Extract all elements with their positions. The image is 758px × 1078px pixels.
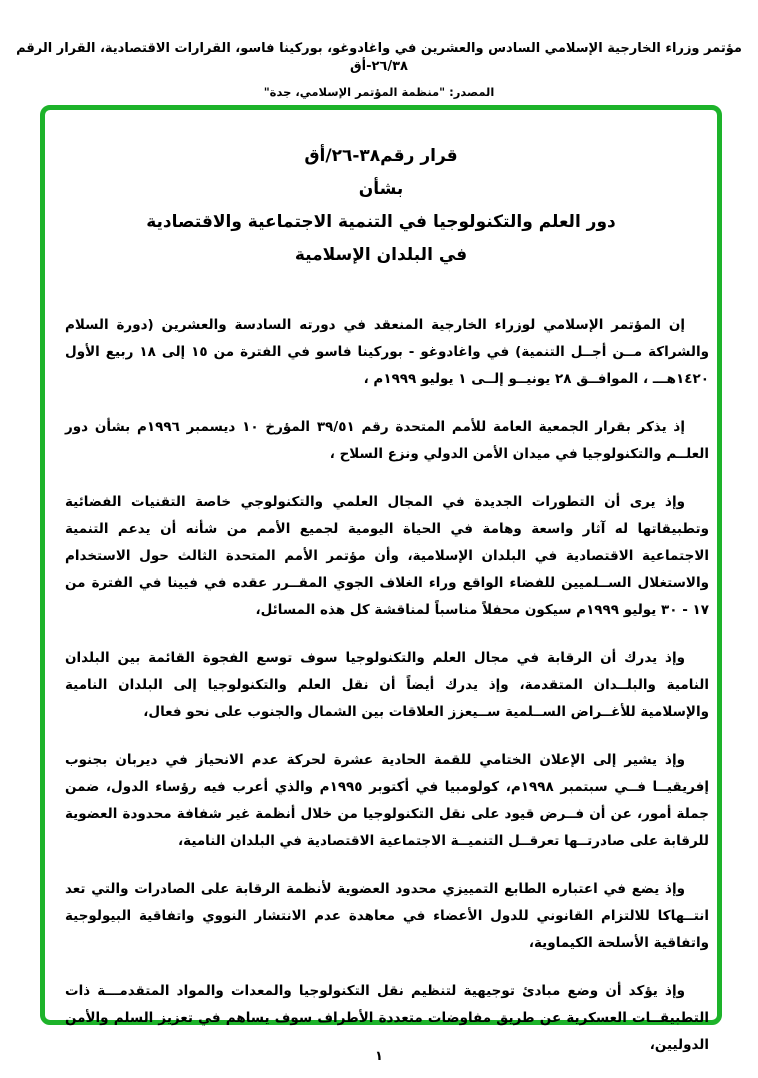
page-number: ١ — [375, 1049, 383, 1064]
paragraph-text: بقرار الجمعية العامة للأمم المتحدة رقم ٣٩/٥١ المؤرخ ١٠ ديسمبر ١٩٩٦م بشأن دور العلــم والتكنولوجيا في ميدان الأمن الدولي ونزع السلاح ، — [65, 419, 709, 462]
title-block — [45, 140, 717, 272]
paragraph-affirming — [65, 978, 709, 1059]
paragraph-lead-2: وإذ يدرك أيضاً — [395, 677, 509, 693]
resolution-number: قرار رقم٣٨-٢٦/أق — [304, 146, 458, 166]
title-regarding: بشأن — [358, 179, 404, 199]
paragraph-lead: وإذ يدرك — [616, 650, 686, 666]
paragraph-bearing-in-mind — [65, 876, 709, 957]
paragraph-lead: وإذ يضع في اعتباره — [546, 881, 685, 897]
header-source: المصدر: "منظمة المؤتمر الإسلامي، جدة" — [263, 85, 495, 99]
paragraph-text: أن وضع مبادئ توجيهية لتنظيم نقل التكنولوجيا والمعدات والمواد المتقدمـــة ذات التطبيقــات العسكرية عن طريق مفاوضات متعددة الأطراف سوف يساهم في تعزيز السلم والأمن الدوليين، — [65, 983, 709, 1053]
document-body — [45, 312, 717, 1059]
paragraph-preamble — [65, 312, 709, 393]
paragraph-text: أن الرقابة في مجال العلم والتكنولوجيا سوف توسع الفجوة القائمة بين البلدان النامية والبلــدان المتقدمة، — [65, 650, 709, 693]
paragraph-lead: وإذ يشير — [616, 752, 686, 768]
title-subject: دور العلم والتكنولوجيا في التنمية الاجتماعية والاقتصادية — [146, 212, 616, 232]
title-scope: في البلدان الإسلامية — [294, 245, 468, 265]
paragraph-referring — [65, 747, 709, 855]
paragraph-lead: وإذ يؤكد — [621, 983, 685, 999]
paragraph-text: الطابع التمييزي محدود العضوية لأنظمة الرقابة على الصادرات والتي تعد انتــهاكا للالتزام القانوني للدول الأعضاء في معاهدة عدم الانتشار النووي واتفاقية البيولوجية واتفاقية الأسلحة الكيماوية، — [65, 881, 709, 951]
paragraph-aware — [65, 645, 709, 726]
paragraph-text: إلى الإعلان الختامي للقمة الحادية عشرة لحركة عدم الانحياز في ديربان بجنوب إفريقيــا فــي سبتمبر ١٩٩٨م، كولومبيا في أكتوبر ١٩٩٥م والذي أعرب فيه رؤساء الدول، ضمن جملة أمور، عن أن فــرض قيود على نقل التكنولوجيا من خلال أنظمة غير شفافة محدودة العضوية للرقابة على صادرتــها تعرقــل التنميــة الاجتماعية الاقتصادية في البلدان النامية، — [65, 752, 710, 849]
paragraph-lead: إذ يذكر — [630, 419, 685, 435]
paragraph-text: إن المؤتمر الإسلامي لوزراء الخارجية المنعقد في دورته السادسة والعشرين (دورة السلام والشراكة مــن أجــل التنمية) في واغادوغو - بوركينا فاسو في الفترة من ١٥ إلى ١٨ ربيع الأول ١٤٢٠هـــ ، الموافــق ٢٨ يونيــو إلــى ١ يوليو ١٩٩٩م ، — [65, 317, 710, 387]
content-frame — [40, 105, 722, 1053]
paragraph-text: أن التطورات الجديدة في المجال العلمي والتكنولوجي خاصة التقنيات الفضائية وتطبيقاتها له آثار واسعة وهامة في الحياة اليومية لجميع الأمم من شأنه أن يدعم التنمية الاجتماعية الاقتصادية في البلدان الإسلامية، وأن مؤتمر الأمم المتحدة الثالث حول الاستخدام والاستغلال الســلميين للفضاء الواقع وراء الغلاف الجوي المقــرر عقده في فيينا في الفترة من ١٧ - ٣٠ يوليو ١٩٩٩م سيكون محفلاً مناسباً لمناقشة كل هذه المسائل، — [65, 494, 709, 618]
paragraph-lead: وإذ يرى — [620, 494, 685, 510]
paragraph-recalling — [65, 414, 709, 468]
document-header — [0, 40, 758, 99]
paragraph-considering — [65, 489, 709, 624]
header-citation: مؤتمر وزراء الخارجية الإسلامي السادس والعشرين في واغادوغو، بوركينا فاسو، القرارات الاقتصادية، القرار الرقم ٢٦/٣٨-أق — [16, 41, 742, 74]
paragraph-text-2: أن نقل العلم والتكنولوجيا إلى البلدان النامية والإسلامية للأغــراض الســلمية ســيعزز العلاقات بين الشمال والجنوب على نحو فعال، — [65, 677, 709, 720]
